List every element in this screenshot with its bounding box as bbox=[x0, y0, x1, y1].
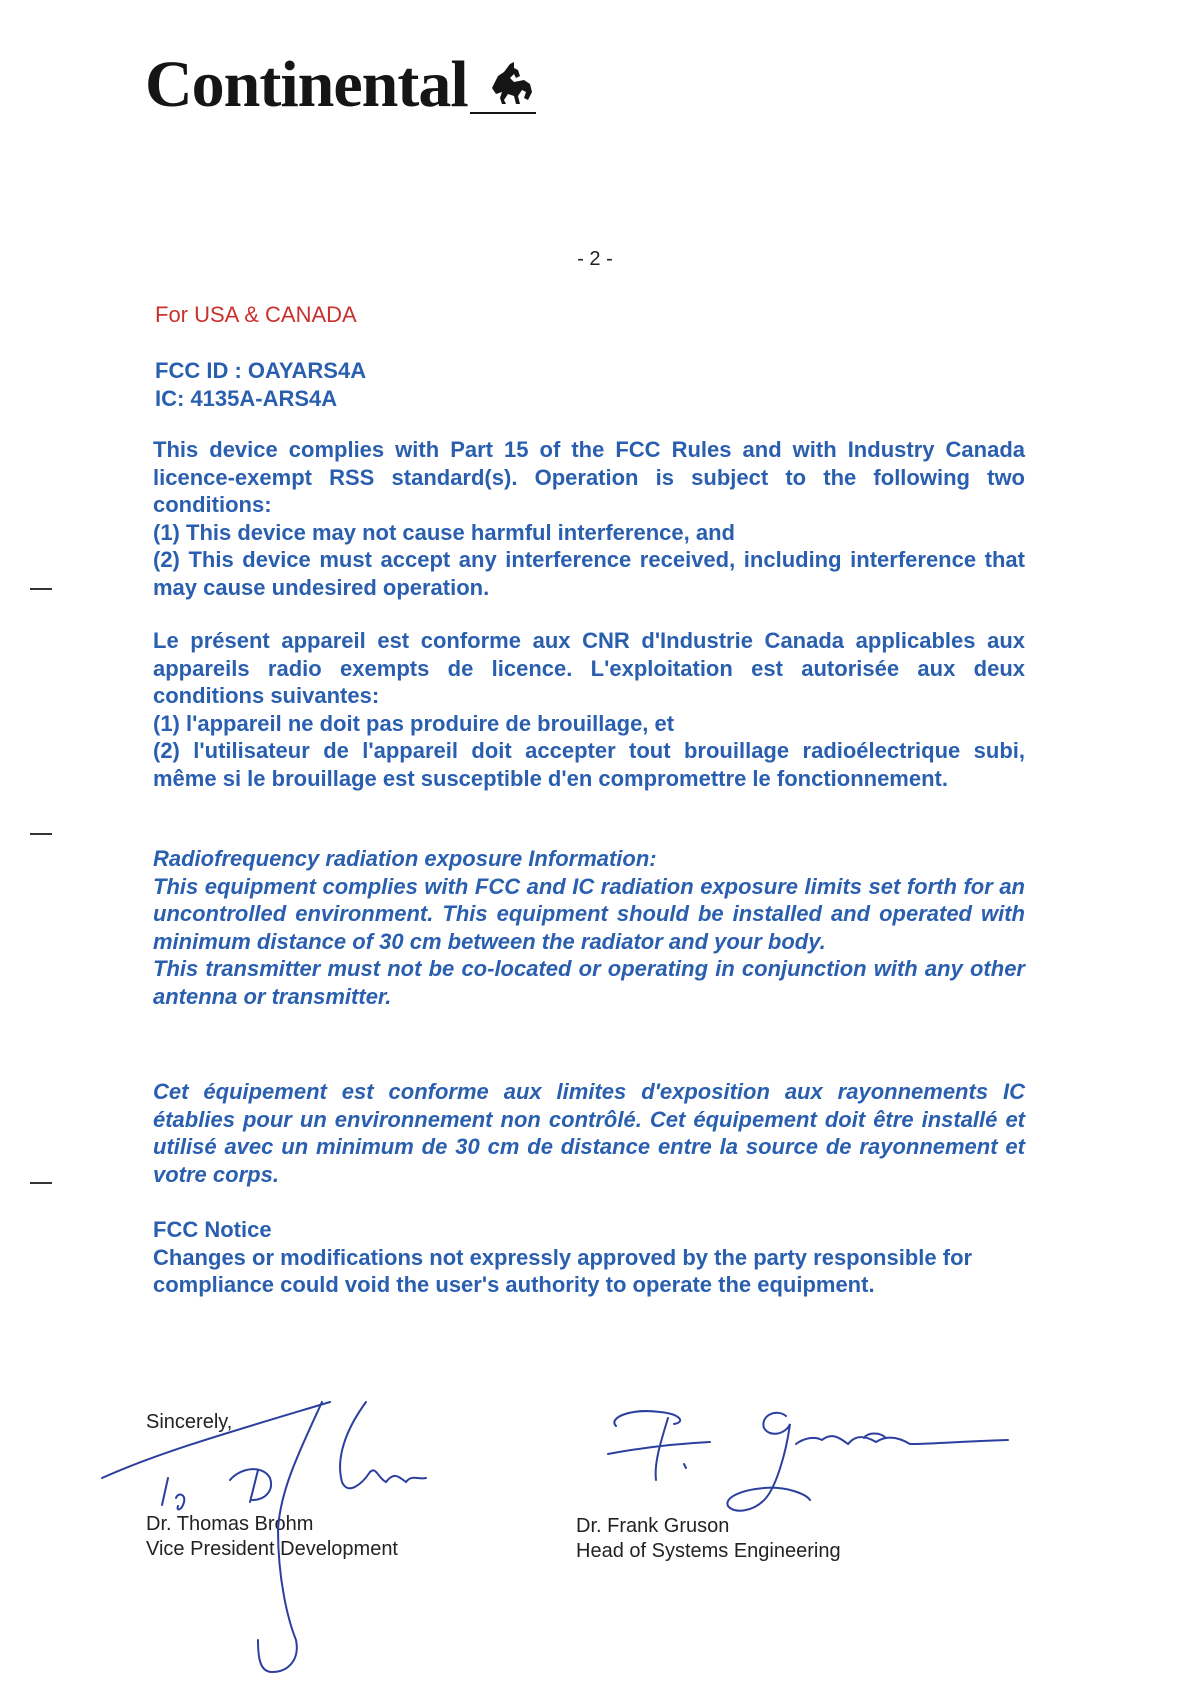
rf-exposure-paragraph-fr: Cet équipement est conforme aux limites d'exposition aux rayonnements IC établies pour un environnement non contrôlé. Cet équipement doit être installé et utilisé avec un minimum de 30 cm de distance entre la source de rayonnement et votre corps. bbox=[153, 1079, 1025, 1187]
rf-exposure-info bbox=[153, 845, 1025, 1010]
signatory-title: Vice President Development bbox=[146, 1538, 398, 1560]
page-number: - 2 - bbox=[577, 248, 613, 270]
english-compliance bbox=[153, 436, 1025, 601]
logo-text: Continental bbox=[145, 48, 468, 121]
rf-exposure-paragraph-1: This equipment complies with FCC and IC radiation exposure limits set forth for an uncontrolled environment. This equipment should be installed and operated with minimum distance of 30 cm between the radiator and your body. bbox=[153, 873, 1025, 954]
margin-mark bbox=[30, 833, 52, 835]
condition-1: (1) This device may not cause harmful interference, and bbox=[153, 519, 735, 545]
french-compliance bbox=[153, 627, 1025, 792]
rf-exposure-heading: Radiofrequency radiation exposure Information: bbox=[153, 846, 657, 871]
fcc-notice bbox=[153, 1216, 1021, 1299]
ic-id: IC: 4135A-ARS4A bbox=[155, 386, 338, 411]
margin-mark bbox=[30, 1182, 52, 1184]
company-logo bbox=[145, 48, 468, 121]
signatory-name: Dr. Thomas Brohm bbox=[146, 1513, 314, 1535]
condition-2: (2) This device must accept any interference received, including interference that may cause undesired operation. bbox=[153, 547, 1025, 600]
fcc-id: FCC ID : OAYARS4A bbox=[155, 358, 367, 383]
rf-exposure-paragraph-2: This transmitter must not be co-located or operating in conjunction with any other antenna or transmitter. bbox=[153, 956, 1025, 1009]
handwritten-signature-right bbox=[600, 1394, 1010, 1544]
compliance-intro-fr: Le présent appareil est conforme aux CNR d'Industrie Canada applicables aux appareils radio exempts de licence. L'exploitation est autorisée aux deux conditions suivantes: bbox=[153, 628, 1025, 708]
fcc-notice-text: Changes or modifications not expressly approved by the party responsible for compliance could void the user's authority to operate the equipment. bbox=[153, 1244, 973, 1297]
condition-2-fr: (2) l'utilisateur de l'appareil doit accepter tout brouillage radioélectrique subi, même si le brouillage est susceptible d'en compromettre le fonctionnement. bbox=[153, 738, 1025, 791]
rf-exposure-info-fr bbox=[153, 1078, 1025, 1188]
fcc-notice-heading: FCC Notice bbox=[153, 1217, 272, 1242]
region-heading: For USA & CANADA bbox=[155, 302, 357, 327]
handwritten-signature-left bbox=[90, 1390, 470, 1680]
signatory-name: Dr. Frank Gruson bbox=[576, 1515, 730, 1537]
device-ids bbox=[155, 357, 366, 413]
condition-1-fr: (1) l'appareil ne doit pas produire de brouillage, et bbox=[153, 710, 675, 736]
logo-underline bbox=[470, 112, 536, 114]
compliance-intro: This device complies with Part 15 of the FCC Rules and with Industry Canada licence-exempt RSS standard(s). Operation is subject to the following two conditions: bbox=[153, 437, 1025, 517]
signatory-title: Head of Systems Engineering bbox=[576, 1540, 841, 1562]
horse-logo-icon bbox=[484, 58, 536, 110]
margin-mark bbox=[30, 588, 52, 590]
closing-text: Sincerely, bbox=[146, 1411, 233, 1433]
